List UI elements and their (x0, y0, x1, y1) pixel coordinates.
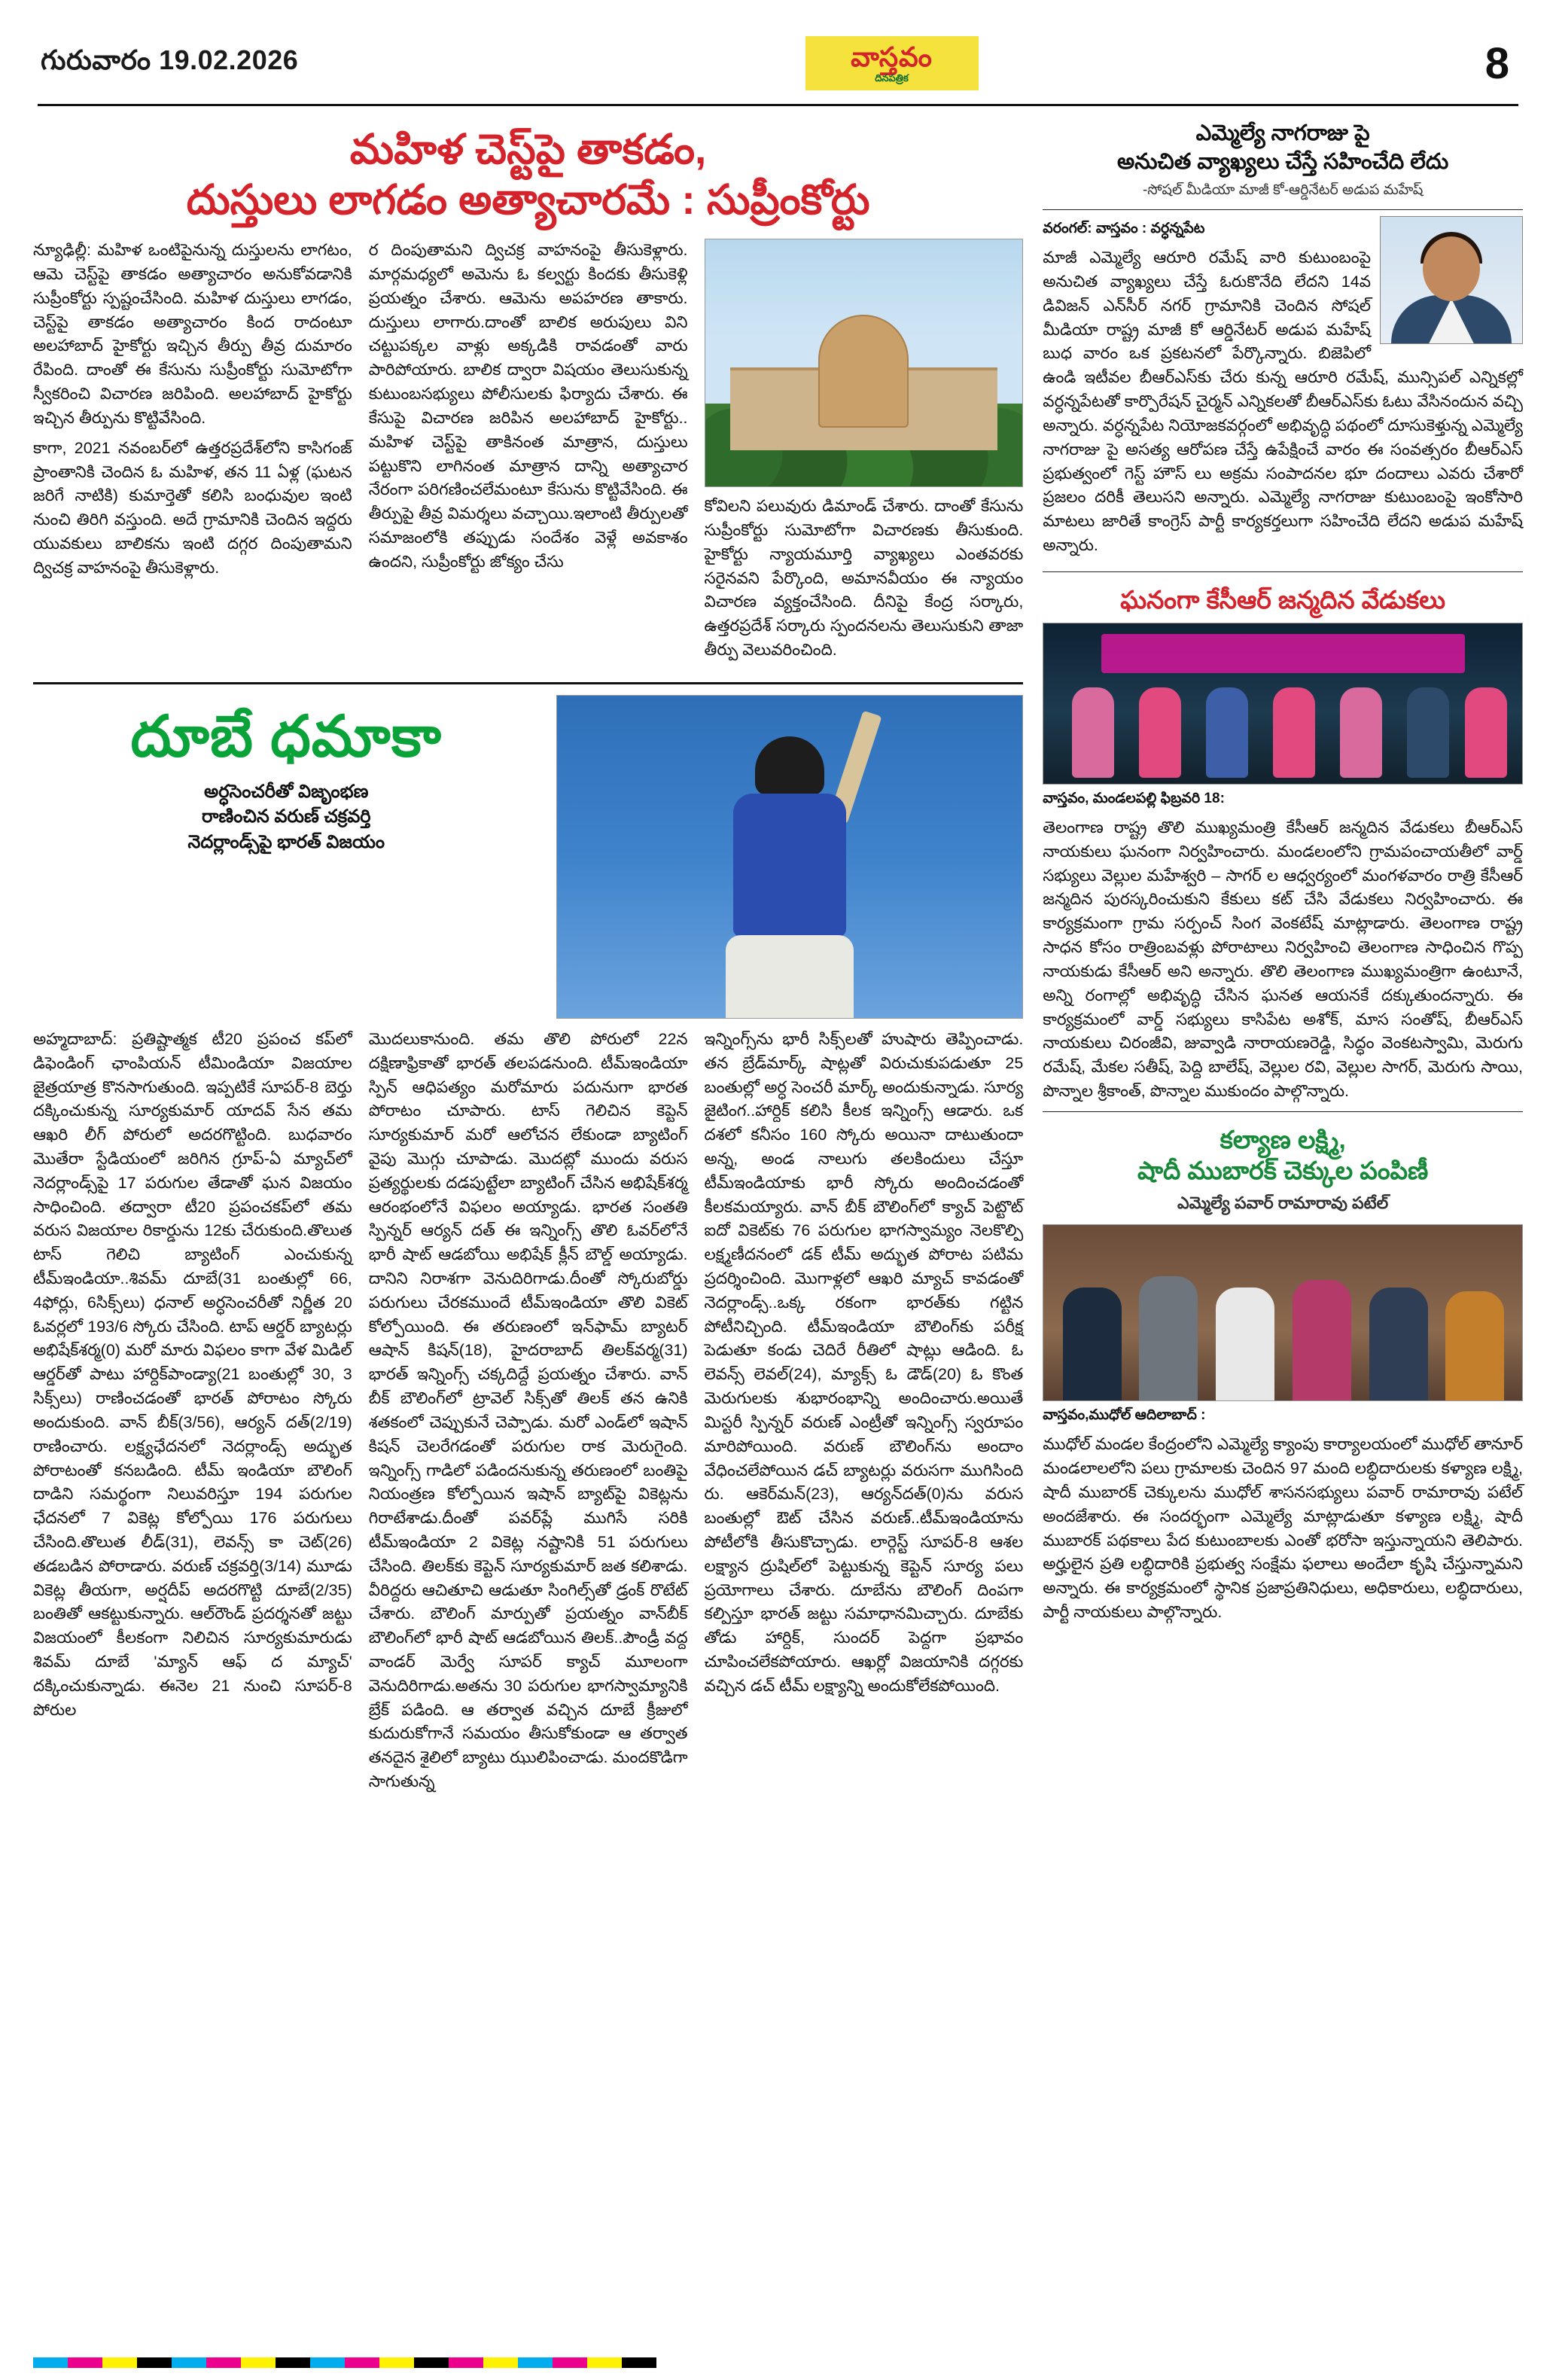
sports-article (33, 695, 1023, 1019)
divider (1043, 209, 1523, 210)
sports-body (33, 1028, 1023, 1800)
lead-headline-line2: దుస్తులు లాగడం అత్యాచారమే : సుప్రీంకోర్టు (186, 176, 870, 224)
kalyana-subline: ఎమ్మెల్యే పవార్ రామారావు పటేల్ (1177, 1193, 1389, 1213)
kcr-celebration-photo (1043, 623, 1523, 785)
cmyk-swatch (379, 2357, 414, 2368)
cmyk-swatch (518, 2357, 553, 2368)
cmyk-swatch (345, 2357, 379, 2368)
page-content (33, 106, 1523, 1800)
cmyk-swatch (449, 2357, 483, 2368)
main-column (33, 120, 1023, 1800)
cheque-distribution-photo (1043, 1224, 1523, 1401)
cmyk-swatch (68, 2357, 102, 2368)
cmyk-swatch (172, 2357, 206, 2368)
page-number: 8 (1484, 38, 1509, 88)
sports-paragraph: మొదలుకానుంది. తమ తొలి పోరులో 22న దక్షిణాఫ్రికాతో భారత్ తలపడనుంది. టీమ్‌ఇండియా స్పిన్ ఆధిపత్యం మరోమారు పదునుగా భారత పోరాటం చూపారు. టాస్ గెలిచిన కెప్టెన్ సూర్యకుమార్ మరో ఆలోచన లేకుండా బ్యాటింగ్ వైపు మొగ్గు చూపాడు. మొదట్లో ముందు వరుస ప్రత్యర్థులకు దడపుట్టేలా బ్యాటింగ్ చేసిన అభిషేక్‌శర్మ ఆరంభంలోనే విఫలం అయ్యాడు. భారత సంతతి స్పిన్నర్ ఆర్యన్ దత్ ఈ ఇన్నింగ్స్ తొలి ఓవర్‌లోనే భారీ షాట్ ఆడబోయి అభిషేక్ క్లీన్ బౌల్డ్ అయ్యాడు. దానిని నిరాశగా వెనుదిరిగాడు.దీంతో స్కోరుబోర్డు పరుగులు చేరకముందే టీమ్‌ఇండియా తొలి వికెట్ కోల్పోయింది. ఈ తరుణంలో ఇన్‌ఫామ్ బ్యాటర్ ఆషాన్ కిషన్(18), హైదరాబాద్ తిలక్‌వర్మ(31) భారత్ ఇన్నింగ్స్ చక్కదిద్దే ప్రయత్నం చేశారు. వాన్ బీక్ బౌలింగ్‌లో ట్రావెల్ సిక్స్‌తో తిలక్ తన ఉనికి శతకంలో చెప్పుకునే చెప్పాడు. మరో ఎండ్‌లో ఇషాన్ కిషన్ చెలరేగడంతో పరుగుల రాక మెరుగైంది. ఇన్నింగ్స్ గాడిలో పడిందనుకున్న తరుణంలో బంతిపై నియంత్రణ కోల్పోయిన ఇషాన్ బ్యాట్‌పై వికెట్లను గిరాటేశాడు.దీంతో పవర్‌ప్లే ముగిసే సరికి టీమ్‌ఇండియా 2 వికెట్ల నష్టానికి 51 పరుగులు చేసింది. తిలక్‌కు కెప్టెన్ సూర్యకుమార్ జత కలిశాడు. వీరిద్దరు ఆచితూచి ఆడుతూ సింగిల్స్‌తో డ్రంక్ రొటేట్ చేశారు. బౌలింగ్ మార్పుతో ప్రయత్నం వాన్‌బీక్ బౌలింగ్‌లో భారీ షాట్ ఆడబోయిన తిలక్..పౌండ్రీ వద్ద వాండర్ మెర్వే సూపర్ క్యాచ్ మూలంగా వెనుదిరిగాడు.అతను 30 పరుగుల భాగస్వామ్యానికి బ్రేక్ పడింది. ఆ తర్వాత వచ్చిన దూబే క్రీజులో కుదురుకోగానే సమయం తీసుకోకుండా ఆ తర్వాత తనదైన శైలిలో బ్యాటు ఝులిపించాడు. మందకొడిగా సాగుతున్న (368, 1029, 688, 1791)
lead-article (33, 239, 1023, 669)
lead-col-3 (705, 239, 1024, 669)
supreme-court-photo (705, 239, 1024, 487)
cmyk-swatch (587, 2357, 622, 2368)
mla-story-body: మాజీ ఎమ్మెల్యే ఆరూరి రమేష్ వారి కుటుంబంపై అనుచిత వ్యాఖ్యలు చేస్తే ఓరుకొనేది లేదని 14వ డివిజన్ ఎన్‌సీర్ నగర్ గ్రామానికి చెందిన సోషల్ మీడియా రాష్ట్ర మాజీ కో ఆర్డినేటర్ అడుప మహేష్ బుధ వారం ఒక ప్రకటనలో పేర్కొన్నారు. బిజెపిలో ఉండి ఇటీవల బీఆర్ఎస్‌కు చేరు కున్న ఆరూరి రమేష్, మున్సిపల్ ఎన్నికల్లో వర్ధన్నపేటతో కార్పొరేషన్ చైర్మన్ ఎన్నికలతో బీఆర్ఎస్‌కు ఓటు వేసినందున వచ్చి అన్నారు. వర్ధన్నపేట నియోజకవర్గంలో అభివృద్ధి పథంలో దూసుకెళ్తున్న ఎమ్మెల్యే నాగరాజు పై అసత్య ఆరోపణ చేస్తే ఉపేక్షించే వారం ఈ సంవత్సరం బీఆర్ఎస్ ప్రభుత్వంలో గెస్ట్ హౌస్ లు అక్రమ సంపాదనల భూ దందాలు ఎవరు చేశారో ప్రజలం దరికీ తెలుసని అన్నారు. ఎమ్మెల్యే నాగరాజు కుటుంబంపై ఇంకోసారి మాటలు జారితే కాంగ్రెస్ పార్టీ కార్యకర్తలుగా సహించేది లేదని అడుప మహేష్ అన్నారు. (1043, 248, 1523, 554)
kcr-photo-caption: వాస్తవం, మండలపల్లి ఫిబ్రవరి 18: (1043, 791, 1225, 806)
cmyk-swatch (483, 2357, 518, 2368)
mla-story-subline: -సోషల్ మీడియా మాజీ కో-ఆర్డినేటర్ అడుప మహేష్ (1142, 182, 1424, 199)
cheque-photo-caption: వాస్తవం,ముధోల్ ఆదిలాబాద్ : (1043, 1407, 1206, 1424)
right-column (1043, 120, 1523, 1800)
kalyana-headline-line1: కల్యాణ లక్ష్మి, (1220, 1125, 1346, 1153)
mla-headline-line1: ఎమ్మెల్యే నాగరాజు పై (1195, 121, 1370, 145)
lead-col-1 (33, 239, 352, 669)
newspaper-logo (805, 36, 979, 90)
dateline: వరంగల్: వాస్తవం : వర్ధన్నపేట (1043, 221, 1205, 237)
kalyana-story-body: ముధోల్ మండల కేంద్రంలోని ఎమ్మెల్యే క్యాంపు కార్యాలయంలో ముధోల్ తానూర్ మండలాలలోని పలు గ్రామాలకు చెందిన 97 మంది లబ్ధిదారులకు కళ్యాణ లక్ష్మి, షాదీ ముబారక్ చెక్కులను ముధోల్ శాసనసభ్యులు పవార్ రామారావు పటేల్ అందజేశారు. ఈ సందర్భంగా ఎమ్మెల్యే మాట్లాడుతూ కళ్యాణ లక్ష్మి, షాదీ ముబారక్ పథకాలు పేద కుటుంబాలకు ఎంతో భరోసా ఇస్తున్నాయని తెలిపారు. అర్హులైన ప్రతి లబ్ధిదారికి ప్రభుత్వ సంక్షేమ ఫలాలు అందేలా కృషి చేస్తున్నామని అన్నారు. ఈ కార్యక్రమంలో స్థానిక ప్రజాప్రతినిధులు, అధికారులు, లబ్ధిదారులు, పార్టీ నాయకులు పాల్గొన్నారు. (1043, 1435, 1523, 1621)
lead-paragraph: ర దింపుతామని ద్విచక్ర వాహనంపై తీసుకెళ్లారు. మార్గమధ్యలో అమెను ఓ కల్వర్టు కిందకు తీసుకెళ్లి ప్రయత్నం చేశారు. ఆమెను అపహరణ తాకారు. దుస్తులు లాగారు.దాంతో బాలిక అరుపులు విని చట్టుపక్కల వాళ్లు అక్కడికి రావడంతో వారు పారిపోయారు. బాలిక ద్వారా విషయం తెలుసుకున్న కుటుంబసభ్యులు పోలీసులకు ఫిర్యాదు చేశారు. ఈ కేసుపై విచారణ జరిపిన అలహాబాద్ హైకోర్టు.. మహిళ చెస్ట్‌పై తాకినంత మాత్రాన, దుస్తులు పట్టుకొని లాగినంత మాత్రాన దాన్ని అత్యాచార నేరంగా పరిగణించలేమంటూ కేసును కొట్టివేసింది. ఈ తీర్పుపై తీవ్ర విమర్శలు వచ్చాయి.ఇలాంటి తీర్పులతో సమాజంలోకి తప్పుడు సందేశం వెళ్లే అవకాశం ఉందని, సుప్రీంకోర్టు జోక్యం చేసు (368, 241, 688, 571)
sports-paragraph: ఇన్నింగ్స్‌ను భారీ సిక్స్‌లతో హుషారు తెప్పించాడు. తన బ్రేడ్‌మార్క్ షాట్లతో విరుచుకుపడుతూ 25 బంతుల్లో అర్ధ సెంచరీ మార్క్ అందుకున్నాడు. సూర్య జైటింగ..హార్దిక్ కలిసి కీలక ఇన్నింగ్స్ ఆడారు. ఒక దశలో కనీసం 160 స్కోరు అయినా దాటుతుందా అన్న, అండ నాలుగు తలకిందులు చేస్తూ టీమ్‌ఇండియాకు భారీ స్కోరు అందించడంతో కీలకమయ్యారు. వాన్ బీక్ బౌలింగ్‌లో క్యాచ్ పెట్టొట్ ఐదో వికెట్‌కు 76 పరుగుల భాగస్వామ్యం నెలకొల్పి లక్ష్మణీదనంలో డక్ టీమ్ అద్భుత పోరాట పటిమ ప్రదర్శించింది. మొగాళ్లలో ఆఖరి మ్యాచ్ కావడంతో నెదర్లాండ్స్..ఒక్క రకంగా భారత్‌కు గట్టిన పోటీనిచ్చింది. టీమ్‌ఇండియా బౌలింగ్‌కు పరీక్ష పెడుతూ కండు చెదిరే రీతిలో షాట్లు ఆడింది. ఓ లెవన్స్ లెవల్(24), మ్యాక్స్ ఓ డౌడ్(20) ఓ కొంత మెరుగులకు శుభారంభాన్ని అందించారు.అయితే మిస్టరీ స్పిన్నర్ వరుణ్ ఎంట్రీతో ఇన్నింగ్స్ స్వరూపం మారిపోయింది. వరుణ్ బౌలింగ్‌ను అందాం వేధించలేపోయిన డచ్ బ్యాటర్లు వరుసగా ముగిసింది రు. ఆకెర్‌మన్(23), ఆర్యన్‌దత్(0)ను వరుస బంతుల్లో ఔట్ చేసిన వరుణ్..టీమ్‌ఇండియాను పోటీలోకి తీసుకొచ్చాడు. లార్గెస్ట్ సూపర్-8 ఆశల లక్ష్యాన ద్రుషిల్‌లో పెట్టుకున్న కెప్టెన్ సూర్య పలు ప్రయోగాలు చేశారు. దూబేను బౌలింగ్ దింపగా కల్పిస్తూ భారత్ జట్టు సమాధానమిచ్చారు. దూబేకు తోడు హార్దిక్, సుందర్ పెద్దగా ప్రభావం చూపించలేకపోయారు. ఆఖర్లో విజయానికి దగ్గరకు వచ్చిన డచ్ టీమ్ లక్ష్యాన్ని అందుకోలేకపోయింది. (704, 1029, 1024, 1695)
masthead (33, 26, 1523, 104)
sports-kicker-line1: అర్ధసెంచరీతో విజృంభణ (204, 781, 369, 802)
lead-paragraph: కాగా, 2021 నవంబర్‌లో ఉత్తరప్రదేశ్‌లోని కాసిగంజ్ ప్రాంతానికి చెందిన ఓ మహిళ, తన 11 ఏళ్ల (ఘటన జరిగే నాటికి) కుమార్తెతో కలిసి బంధువుల ఇంటి నుంచి తిరిగి వస్తుంది. అదే గ్రామానికి చెందిన ఇద్దరు యువకులు బాలికను ఇంటి దగ్గర దింపుతామని ద్విచక్ర వాహనంపై తీసుకెళ్లారు. (33, 438, 352, 577)
section-divider (33, 682, 1023, 684)
mla-headline-line2: అనుచిత వ్యాఖ్యలు చేస్తే సహించేది లేదు (1116, 149, 1449, 174)
sports-col-3 (705, 1028, 1024, 1800)
sports-headline: దూబే ధమాకా (130, 704, 442, 769)
cmyk-swatch (241, 2357, 276, 2368)
lead-col-2 (369, 239, 688, 669)
sports-paragraph: అహ్మదాబాద్: ప్రతిష్టాత్మక టీ20 ప్రపంచ కప్‌లో డిఫెండింగ్ ఛాంపియన్ టీమిండియా విజయాల జైత్రయాత్ర కొనసాగుతుంది. ఇప్పటికే సూపర్-8 బెర్తు దక్కించుకున్న సూర్యకుమార్ యాదవ్ సేన తమ ఆఖరి లీగ్ పోరులో అదరగొట్టింది. బుధవారం మొతేరా స్టేడియంలో జరిగిన గ్రూప్-ఏ మ్యాచ్‌లో నెదర్లాండ్స్‌పై 17 పరుగుల తేడాతో ఘన విజయం సాధించింది. తద్వారా టీ20 ప్రపంచకప్‌లో తమ వరుస విజయాల రికార్డును 12కు చేరుకుంది.తొలుత టాస్ గెలిచి బ్యాటింగ్ ఎంచుకున్న టీమ్‌ఇండియా..శివమ్ దూబే(31 బంతుల్లో 66, 4ఫోర్లు, 6సిక్స్‌లు) ధనాల్ అర్ధసెంచరీతో నిర్ణీత 20 ఓవర్లలో 193/6 స్కోరు చేసింది. టాప్ ఆర్డర్ బ్యాటర్లు అభిషేక్‌శర్మ(0) మరో మారు విఫలం కాగా వేళ మిడిల్ ఆర్డర్‌తో పాటు హార్దిక్‌పాండ్యా(21 బంతుల్లో 30, 3 సిక్స్‌లు) రాణించడంతో భారత్ పోరాటం స్కోరు అందుకుంది. వాన్ బీక్(3/56), ఆర్యన్ దత్(2/19) రాణించారు. లక్ష్యఛేదనలో నెదర్లాండ్స్ అద్భుత పోరాటంతో కనబడింది. టీమ్ ఇండియా బౌలింగ్ దాడిని సమర్థంగా నిలువరిస్తూ 194 పరుగుల ఛేదనలో 7 వికెట్ల కోల్పోయి 176 పరుగులు చేసింది.తొలుత లీడ్(31), లెవన్స్ కా చెట్(26) తడబడిన పోరాడారు. వరుణ్ చక్రవర్తి(3/14) మూడు వికెట్ల తీయగా, అర్షదీప్ అదరగొట్టి దూబే(2/35) బంతితో ఆకట్టుకున్నారు. ఆల్‌రౌండ్ ప్రదర్శనతో జట్టు విజయంలో కీలకంగా నిలిచిన సూర్యకుమారుడు శివమ్ దూబే 'మ్యాన్ ఆఫ్ ద మ్యాచ్' దక్కించుకున్నాడు. ఈనెల 21 నుంచి సూపర్-8 పోరుల (33, 1029, 352, 1719)
sports-kicker-line2: రాణించిన వరుణ్ చక్రవర్తి (201, 806, 371, 827)
divider (1043, 1111, 1523, 1112)
sports-kicker (33, 779, 540, 855)
cmyk-swatch (206, 2357, 241, 2368)
cmyk-swatch (622, 2357, 656, 2368)
logo-subtitle: దినపత్రిక (875, 72, 909, 84)
lead-headline (33, 124, 1023, 225)
lead-paragraph: కోవిలని పలువురు డిమాండ్ చేశారు. దాంతో కేసును సుప్రీంకోర్టు సుమోటోగా విచారణకు తీసుకుంది. హైకోర్టు న్యాయమూర్తి వ్యాఖ్యలు ఎంతవరకు సరైనవని పేర్కొంది, అమానవీయం ఈ న్యాయం విచారణ వ్యక్తంచేసింది. దీనిపై కేంద్ర సర్కారు, ఉత్తరప్రదేశ్ సర్కారు స్పందనలను తెలుసుకుని తాజా తీర్పు వెలువరించింది. (704, 497, 1024, 660)
sports-col-2 (369, 1028, 688, 1800)
leader-portrait-photo (1380, 216, 1523, 344)
publication-date: గురువారం 19.02.2026 (41, 44, 299, 75)
cmyk-swatch (33, 2357, 68, 2368)
lead-headline-line1: మహిళ చెస్ట్‌పై తాకడం, (349, 126, 707, 172)
mla-story-headline (1043, 120, 1523, 176)
kcr-story-body: తెలంగాణ రాష్ట్ర తొలి ముఖ్యమంత్రి కేసీఆర్ జన్మదిన వేడుకలు బీఆర్ఎస్ నాయకులు ఘనంగా నిర్వహించారు. మండలంలోని గ్రామపంచాయతీలో వార్డ్ సభ్యులు వెల్లుల మహేశ్వరి – సాగర్ ల ఆధ్వర్యంలో మంగళవారం రాత్రి కేసీఆర్ జన్మదిన పురస్కరించుకుని కేకులు కట్ చేసి వేడుకలు నిర్వహించారు. ఈ కార్యక్రమంగా గ్రామ సర్పంచ్ సింగ వెంకటేష్ మాట్లాడారు. తెలంగాణ రాష్ట్ర సాధన కోసం రాత్రింబవళ్లు పోరాటాలు నిర్వహించి తెలంగాణ సాధించిన గొప్ప నాయకుడు కేసీఆర్ అని అన్నారు. తొలి తెలంగాణ ముఖ్యమంత్రిగా ఉంటూనే, అన్ని రంగాల్లో అభివృద్ధి చేసిన ఘనత ఆయనకే దక్కుతుందన్నారు. ఈ కార్యక్రమంలో వార్డ్ సభ్యులు కాసిపేట అశోక్, మాస సంతోష్, బీఆర్ఎస్ నాయకులు చిరంజీవి, జువ్వాడి నారాయణరెడ్డి, సిద్ధం వెంకటస్వామి, మెరుగు రమేష్, మేకల సతీష్, పెద్ది బాలేష్, వెల్లుల రవి, వెల్లుల సాగర్, మెరుగు సాయి, పొన్నాల శ్రీకాంత్, పొన్నాల ముకుందం పాల్గొన్నారు. (1043, 818, 1523, 1100)
sports-col-1 (33, 1028, 352, 1800)
cmyk-registration-strip (33, 2357, 656, 2368)
cmyk-swatch (137, 2357, 172, 2368)
cmyk-swatch (553, 2357, 587, 2368)
cmyk-swatch (310, 2357, 345, 2368)
kalyana-lakshmi-headline (1043, 1124, 1523, 1187)
kalyana-headline-line2: షాదీ ముబారక్ చెక్కుల పంపిణీ (1137, 1156, 1429, 1184)
cmyk-swatch (102, 2357, 137, 2368)
kcr-birthday-headline: ఘనంగా కేసీఆర్ జన్మదిన వేడుకలు (1120, 585, 1446, 614)
cmyk-swatch (414, 2357, 449, 2368)
logo-title: వాస్తవం (851, 41, 933, 72)
cmyk-swatch (276, 2357, 310, 2368)
divider (1043, 571, 1523, 572)
cricket-photo (556, 695, 1024, 1019)
lead-paragraph: న్యూఢిల్లీ: మహిళ ఒంటిపైనున్న దుస్తులను లాగటం, ఆమె చెస్ట్‌పై తాకడం అత్యాచారం అనుకోవడానికి సుప్రీంకోర్టు స్పష్టంచేసింది. మహిళ దుస్తులు లాగడం, చెస్ట్‌పై తాకడం అత్యాచారం కింద రాదంటూ అలహాబాద్ హైకోర్టు ఇచ్చిన తీర్పు తీవ్ర దుమారం రేపింది. దాంతో ఈ కేసును సుప్రీంకోర్టు సుమోటోగా స్వీకరించి విచారణ జరిపింది. అలహాబాద్ హైకోర్టు ఇచ్చిన తీర్పును కొట్టివేసింది. (33, 241, 352, 427)
sports-kicker-line3: నెదర్లాండ్స్‌పై భారత్ విజయం (187, 832, 385, 853)
